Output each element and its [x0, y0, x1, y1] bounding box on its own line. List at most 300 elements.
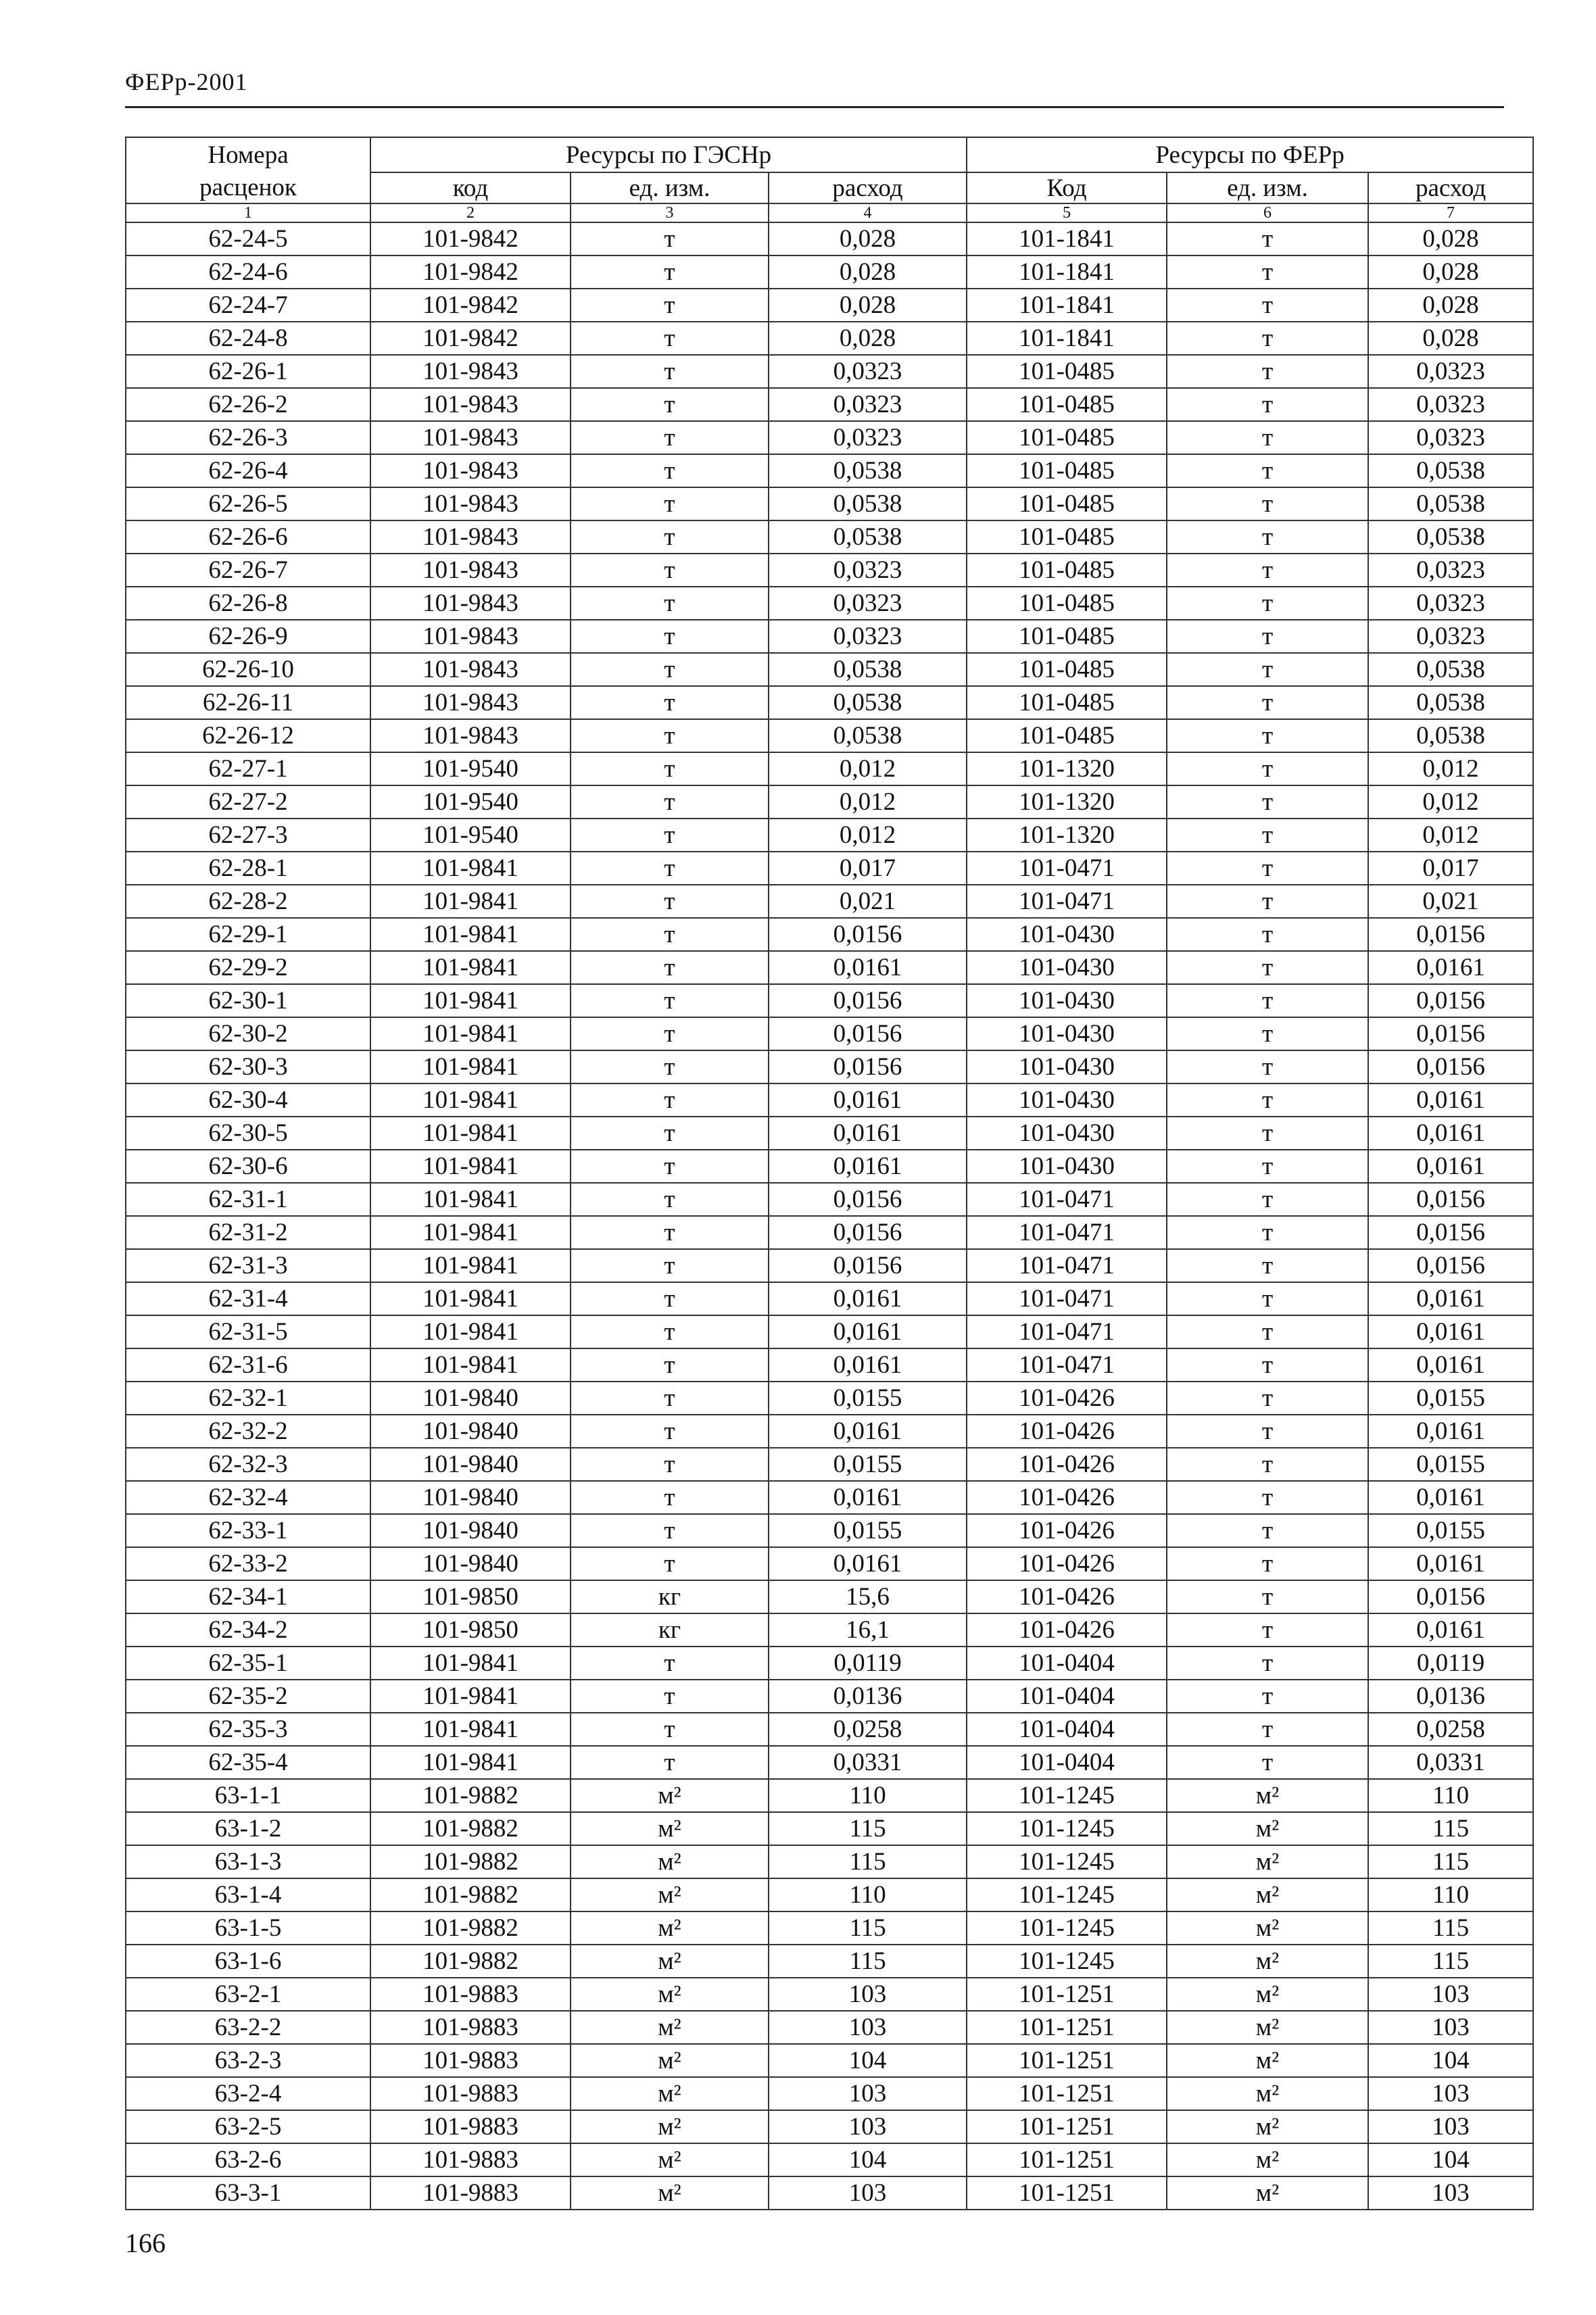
rate-number-cell: 63-2-4 [126, 2077, 370, 2110]
ferr-unit-cell: т [1167, 1249, 1368, 1282]
ferr-qty-cell: 115 [1368, 1845, 1533, 1878]
ferr-qty-cell: 0,0161 [1368, 1315, 1533, 1348]
gesn-unit-cell: м² [571, 1878, 769, 1911]
gesn-unit-cell: т [571, 454, 769, 487]
ferr-code-cell: 101-0430 [967, 984, 1167, 1017]
ferr-qty-cell: 115 [1368, 1945, 1533, 1978]
ferr-qty-cell: 0,028 [1368, 222, 1533, 255]
gesn-code-cell: 101-9840 [370, 1514, 571, 1547]
gesn-qty-cell: 0,017 [769, 852, 967, 885]
gesn-qty-cell: 0,012 [769, 819, 967, 852]
gesn-unit-cell: м² [571, 2011, 769, 2044]
gesn-qty-cell: 115 [769, 1845, 967, 1878]
rate-number-cell: 63-3-1 [126, 2176, 370, 2210]
gesn-unit-cell: т [571, 587, 769, 620]
gesn-code-cell: 101-9882 [370, 1911, 571, 1945]
ferr-qty-cell: 0,0331 [1368, 1746, 1533, 1779]
ferr-code-cell: 101-0485 [967, 421, 1167, 454]
table-row [126, 2110, 1533, 2143]
ferr-unit-cell: м² [1167, 1945, 1368, 1978]
column-number: 4 [769, 203, 967, 222]
gesn-unit-cell: т [571, 1249, 769, 1282]
table-row [126, 1083, 1533, 1117]
gesn-code-cell: 101-9841 [370, 1083, 571, 1117]
ferr-unit-cell: т [1167, 1448, 1368, 1481]
rate-number-cell: 62-26-3 [126, 421, 370, 454]
gesn-unit-cell: т [571, 554, 769, 587]
gesn-qty-cell: 0,0156 [769, 1216, 967, 1249]
gesn-unit-cell: т [571, 1647, 769, 1680]
gesn-unit-cell: т [571, 1481, 769, 1514]
gesn-unit-cell: т [571, 918, 769, 951]
gesn-qty-cell: 0,0156 [769, 1050, 967, 1083]
rate-number-cell: 62-30-2 [126, 1017, 370, 1050]
gesn-qty-cell: 0,0161 [769, 1348, 967, 1382]
gesn-code-cell: 101-9841 [370, 918, 571, 951]
ferr-code-header: Код [967, 172, 1167, 203]
gesn-unit-cell: м² [571, 2077, 769, 2110]
rate-number-cell: 62-35-1 [126, 1647, 370, 1680]
gesn-code-cell: 101-9882 [370, 1812, 571, 1845]
gesn-qty-cell: 103 [769, 2176, 967, 2210]
ferr-unit-cell: м² [1167, 2077, 1368, 2110]
table-row [126, 554, 1533, 587]
ferr-unit-cell: т [1167, 222, 1368, 255]
table-row [126, 1878, 1533, 1911]
gesn-qty-cell: 15,6 [769, 1580, 967, 1613]
gesn-code-cell: 101-9840 [370, 1547, 571, 1580]
gesn-qty-cell: 0,0156 [769, 918, 967, 951]
table-row [126, 1779, 1533, 1812]
ferr-code-cell: 101-0426 [967, 1514, 1167, 1547]
gesn-qty-cell: 0,0538 [769, 487, 967, 520]
ferr-unit-cell: т [1167, 819, 1368, 852]
gesn-qty-cell: 0,0119 [769, 1647, 967, 1680]
ferr-code-cell: 101-1841 [967, 289, 1167, 322]
ferr-unit-cell: т [1167, 852, 1368, 885]
rate-number-cell: 62-32-2 [126, 1415, 370, 1448]
ferr-code-cell: 101-0485 [967, 554, 1167, 587]
rate-number-cell: 62-26-7 [126, 554, 370, 587]
ferr-unit-cell: м² [1167, 1978, 1368, 2011]
table-row [126, 1150, 1533, 1183]
column-number: 7 [1368, 203, 1533, 222]
rate-number-cell: 62-34-1 [126, 1580, 370, 1613]
ferr-code-cell: 101-0430 [967, 1083, 1167, 1117]
gesn-unit-cell: м² [571, 2143, 769, 2176]
ferr-qty-cell: 103 [1368, 2110, 1533, 2143]
ferr-qty-cell: 0,0323 [1368, 587, 1533, 620]
ferr-code-cell: 101-1251 [967, 2011, 1167, 2044]
gesn-code-cell: 101-9841 [370, 1150, 571, 1183]
ferr-unit-cell: т [1167, 1348, 1368, 1382]
gesn-qty-cell: 0,0136 [769, 1680, 967, 1713]
ferr-unit-cell: т [1167, 1282, 1368, 1315]
rate-number-cell: 62-24-6 [126, 255, 370, 289]
gesn-unit-cell: т [571, 421, 769, 454]
ferr-code-cell: 101-0404 [967, 1647, 1167, 1680]
table-row [126, 2077, 1533, 2110]
gesn-qty-cell: 0,0538 [769, 653, 967, 686]
gesn-code-cell: 101-9842 [370, 255, 571, 289]
resources-table [125, 137, 1534, 2210]
rate-number-cell: 62-27-1 [126, 752, 370, 785]
ferr-code-cell: 101-0430 [967, 1050, 1167, 1083]
gesn-code-cell: 101-9540 [370, 785, 571, 819]
ferr-code-cell: 101-0471 [967, 1183, 1167, 1216]
gesn-qty-cell: 0,0156 [769, 1249, 967, 1282]
ferr-qty-cell: 103 [1368, 1978, 1533, 2011]
table-row [126, 918, 1533, 951]
gesn-qty-cell: 0,0538 [769, 520, 967, 554]
table-row [126, 785, 1533, 819]
table-row [126, 1117, 1533, 1150]
ferr-qty-cell: 0,0161 [1368, 1415, 1533, 1448]
table-row [126, 1017, 1533, 1050]
table-row [126, 1647, 1533, 1680]
table-row [126, 1613, 1533, 1647]
rate-number-cell: 62-26-6 [126, 520, 370, 554]
gesn-qty-cell: 0,0155 [769, 1382, 967, 1415]
ferr-qty-cell: 0,0161 [1368, 1613, 1533, 1647]
rate-number-cell: 62-26-4 [126, 454, 370, 487]
table-body [126, 222, 1533, 2210]
table-row [126, 1746, 1533, 1779]
ferr-unit-cell: т [1167, 885, 1368, 918]
ferr-code-cell: 101-0485 [967, 487, 1167, 520]
ferr-qty-cell: 0,0136 [1368, 1680, 1533, 1713]
ferr-code-cell: 101-1841 [967, 322, 1167, 355]
column-number: 1 [126, 203, 370, 222]
table-row [126, 1713, 1533, 1746]
ferr-qty-cell: 0,0538 [1368, 686, 1533, 719]
gesn-code-cell: 101-9883 [370, 2044, 571, 2077]
gesn-code-cell: 101-9841 [370, 1216, 571, 1249]
ferr-unit-cell: т [1167, 918, 1368, 951]
table-row [126, 322, 1533, 355]
ferr-unit-cell: т [1167, 686, 1368, 719]
rate-number-cell: 63-1-2 [126, 1812, 370, 1845]
ferr-qty-cell: 0,0323 [1368, 355, 1533, 388]
rate-number-cell: 62-30-6 [126, 1150, 370, 1183]
table-row [126, 487, 1533, 520]
ferr-unit-cell: т [1167, 785, 1368, 819]
rate-number-cell: 62-35-2 [126, 1680, 370, 1713]
table-row [126, 454, 1533, 487]
gesn-qty-cell: 0,012 [769, 785, 967, 819]
ferr-unit-cell: т [1167, 554, 1368, 587]
ferr-group-header: Ресурсы по ФЕРр [967, 137, 1533, 172]
table-row [126, 719, 1533, 752]
gesn-code-cell: 101-9882 [370, 1779, 571, 1812]
rate-number-cell: 62-31-4 [126, 1282, 370, 1315]
rate-number-cell: 63-1-1 [126, 1779, 370, 1812]
table-row [126, 1547, 1533, 1580]
gesn-qty-cell: 0,0161 [769, 1083, 967, 1117]
rate-number-cell: 62-35-4 [126, 1746, 370, 1779]
gesn-unit-cell: т [571, 1315, 769, 1348]
column-number: 3 [571, 203, 769, 222]
gesn-qty-cell: 0,0323 [769, 355, 967, 388]
ferr-qty-cell: 110 [1368, 1878, 1533, 1911]
rate-number-cell: 62-33-2 [126, 1547, 370, 1580]
gesn-unit-cell: т [571, 1547, 769, 1580]
ferr-code-cell: 101-0485 [967, 620, 1167, 653]
gesn-code-cell: 101-9843 [370, 388, 571, 421]
ferr-unit-cell: т [1167, 454, 1368, 487]
table-row [126, 222, 1533, 255]
ferr-qty-cell: 0,0538 [1368, 653, 1533, 686]
ferr-code-cell: 101-0471 [967, 1282, 1167, 1315]
gesn-unit-cell: т [571, 1514, 769, 1547]
gesn-qty-cell: 103 [769, 2110, 967, 2143]
gesn-code-cell: 101-9841 [370, 951, 571, 984]
gesn-unit-cell: т [571, 1382, 769, 1415]
gesn-code-cell: 101-9883 [370, 2011, 571, 2044]
gesn-code-cell: 101-9850 [370, 1580, 571, 1613]
ferr-unit-cell: м² [1167, 1812, 1368, 1845]
rate-number-cell: 62-26-12 [126, 719, 370, 752]
table-row [126, 1348, 1533, 1382]
gesn-qty-cell: 0,012 [769, 752, 967, 785]
ferr-unit-cell: т [1167, 421, 1368, 454]
table-row [126, 1050, 1533, 1083]
gesn-code-cell: 101-9842 [370, 289, 571, 322]
ferr-code-cell: 101-0430 [967, 1150, 1167, 1183]
column-number: 5 [967, 203, 1167, 222]
gesn-unit-cell: т [571, 487, 769, 520]
ferr-qty-cell: 0,012 [1368, 819, 1533, 852]
gesn-code-cell: 101-9841 [370, 1017, 571, 1050]
ferr-qty-cell: 0,0538 [1368, 719, 1533, 752]
ferr-unit-cell: т [1167, 1050, 1368, 1083]
ferr-code-cell: 101-1251 [967, 2143, 1167, 2176]
ferr-qty-cell: 0,017 [1368, 852, 1533, 885]
gesn-qty-cell: 0,0155 [769, 1448, 967, 1481]
ferr-code-cell: 101-0485 [967, 686, 1167, 719]
ferr-unit-cell: м² [1167, 2176, 1368, 2210]
rate-number-cell: 62-27-2 [126, 785, 370, 819]
ferr-code-cell: 101-1251 [967, 2110, 1167, 2143]
ferr-unit-cell: т [1167, 487, 1368, 520]
gesn-unit-cell: т [571, 1216, 769, 1249]
gesn-qty-cell: 0,028 [769, 289, 967, 322]
table-row [126, 421, 1533, 454]
ferr-unit-cell: т [1167, 1415, 1368, 1448]
rate-number-cell: 62-30-3 [126, 1050, 370, 1083]
ferr-code-cell: 101-1251 [967, 2077, 1167, 2110]
gesn-qty-cell: 110 [769, 1779, 967, 1812]
gesn-qty-cell: 104 [769, 2044, 967, 2077]
ferr-code-cell: 101-0485 [967, 355, 1167, 388]
ferr-code-cell: 101-0430 [967, 951, 1167, 984]
rates-header-line2: расценок [126, 172, 370, 203]
gesn-qty-cell: 0,0323 [769, 388, 967, 421]
gesn-qty-cell: 103 [769, 1978, 967, 2011]
ferr-code-cell: 101-0471 [967, 1348, 1167, 1382]
table-row [126, 653, 1533, 686]
ferr-unit-cell: т [1167, 520, 1368, 554]
rate-number-cell: 62-32-1 [126, 1382, 370, 1415]
ferr-qty-cell: 0,0161 [1368, 1481, 1533, 1514]
ferr-code-cell: 101-1841 [967, 222, 1167, 255]
ferr-unit-cell: м² [1167, 1878, 1368, 1911]
ferr-unit-cell: м² [1167, 2110, 1368, 2143]
gesn-code-header: код [370, 172, 571, 203]
rate-number-cell: 62-24-7 [126, 289, 370, 322]
ferr-unit-cell: т [1167, 1017, 1368, 1050]
gesn-unit-cell: м² [571, 1845, 769, 1878]
gesn-qty-cell: 0,0161 [769, 1282, 967, 1315]
gesn-qty-cell: 104 [769, 2143, 967, 2176]
rate-number-cell: 62-34-2 [126, 1613, 370, 1647]
gesn-unit-cell: т [571, 1282, 769, 1315]
gesn-code-cell: 101-9843 [370, 620, 571, 653]
table-row [126, 1812, 1533, 1845]
ferr-unit-cell: м² [1167, 2011, 1368, 2044]
ferr-unit-cell: т [1167, 653, 1368, 686]
ferr-qty-cell: 0,0323 [1368, 620, 1533, 653]
ferr-code-cell: 101-0471 [967, 885, 1167, 918]
ferr-unit-cell: т [1167, 752, 1368, 785]
gesn-code-cell: 101-9841 [370, 1680, 571, 1713]
gesn-unit-cell: т [571, 951, 769, 984]
rate-number-cell: 62-35-3 [126, 1713, 370, 1746]
gesn-unit-cell: м² [571, 1945, 769, 1978]
ferr-unit-cell: т [1167, 1117, 1368, 1150]
ferr-unit-cell: м² [1167, 2143, 1368, 2176]
gesn-code-cell: 101-9840 [370, 1415, 571, 1448]
ferr-qty-cell: 0,0161 [1368, 1547, 1533, 1580]
ferr-unit-cell: т [1167, 388, 1368, 421]
gesn-unit-cell: м² [571, 2044, 769, 2077]
ferr-qty-cell: 0,0161 [1368, 1348, 1533, 1382]
ferr-code-cell: 101-1320 [967, 752, 1167, 785]
rate-number-cell: 62-31-6 [126, 1348, 370, 1382]
ferr-qty-cell: 0,0156 [1368, 1580, 1533, 1613]
gesn-code-cell: 101-9842 [370, 222, 571, 255]
gesn-code-cell: 101-9540 [370, 819, 571, 852]
table-row [126, 587, 1533, 620]
ferr-code-cell: 101-1245 [967, 1911, 1167, 1945]
page-header: ФЕРр-2001 [125, 68, 248, 95]
ferr-code-cell: 101-0485 [967, 388, 1167, 421]
gesn-unit-cell: кг [571, 1613, 769, 1647]
gesn-qty-cell: 0,0161 [769, 1547, 967, 1580]
ferr-qty-cell: 0,0161 [1368, 1282, 1533, 1315]
rate-number-cell: 62-30-4 [126, 1083, 370, 1117]
rate-number-cell: 62-31-2 [126, 1216, 370, 1249]
table-row [126, 1680, 1533, 1713]
ferr-code-cell: 101-0426 [967, 1580, 1167, 1613]
column-number: 2 [370, 203, 571, 222]
rate-number-cell: 62-32-4 [126, 1481, 370, 1514]
gesn-unit-cell: т [571, 653, 769, 686]
table-row [126, 951, 1533, 984]
gesn-unit-cell: т [571, 222, 769, 255]
table-row [126, 819, 1533, 852]
ferr-code-cell: 101-0426 [967, 1448, 1167, 1481]
ferr-qty-cell: 115 [1368, 1812, 1533, 1845]
gesn-code-cell: 101-9841 [370, 1249, 571, 1282]
gesn-code-cell: 101-9883 [370, 2143, 571, 2176]
gesn-unit-cell: т [571, 686, 769, 719]
gesn-code-cell: 101-9841 [370, 852, 571, 885]
gesn-qty-cell: 0,028 [769, 222, 967, 255]
gesn-unit-cell: кг [571, 1580, 769, 1613]
ferr-code-cell: 101-0426 [967, 1547, 1167, 1580]
gesn-code-cell: 101-9840 [370, 1382, 571, 1415]
gesn-unit-cell: м² [571, 1978, 769, 2011]
table-row [126, 885, 1533, 918]
gesn-code-cell: 101-9841 [370, 1315, 571, 1348]
gesn-qty-cell: 0,0323 [769, 587, 967, 620]
gesn-code-cell: 101-9841 [370, 1746, 571, 1779]
ferr-qty-cell: 115 [1368, 1911, 1533, 1945]
rate-number-cell: 63-1-6 [126, 1945, 370, 1978]
ferr-unit-cell: т [1167, 1580, 1368, 1613]
ferr-qty-cell: 0,012 [1368, 785, 1533, 819]
gesn-qty-cell: 0,0161 [769, 951, 967, 984]
table-row [126, 1481, 1533, 1514]
gesn-code-cell: 101-9883 [370, 1978, 571, 2011]
gesn-qty-cell: 0,0538 [769, 719, 967, 752]
gesn-unit-cell: т [571, 1348, 769, 1382]
ferr-code-cell: 101-0485 [967, 719, 1167, 752]
ferr-qty-cell: 0,0156 [1368, 1050, 1533, 1083]
table-row [126, 1282, 1533, 1315]
gesn-unit-cell: т [571, 819, 769, 852]
ferr-unit-cell: т [1167, 1746, 1368, 1779]
ferr-unit-header: ед. изм. [1167, 172, 1368, 203]
gesn-unit-cell: т [571, 885, 769, 918]
gesn-code-cell: 101-9883 [370, 2110, 571, 2143]
gesn-unit-cell: т [571, 355, 769, 388]
ferr-code-cell: 101-0404 [967, 1746, 1167, 1779]
ferr-code-cell: 101-1251 [967, 2176, 1167, 2210]
ferr-qty-cell: 0,0156 [1368, 984, 1533, 1017]
rate-number-cell: 63-1-4 [126, 1878, 370, 1911]
ferr-unit-cell: т [1167, 1547, 1368, 1580]
ferr-qty-cell: 0,0156 [1368, 1216, 1533, 1249]
table-row [126, 1911, 1533, 1945]
gesn-unit-cell: т [571, 1448, 769, 1481]
rate-number-cell: 63-2-5 [126, 2110, 370, 2143]
rate-number-cell: 62-31-1 [126, 1183, 370, 1216]
ferr-unit-cell: т [1167, 289, 1368, 322]
gesn-code-cell: 101-9841 [370, 885, 571, 918]
ferr-code-cell: 101-0471 [967, 1216, 1167, 1249]
ferr-code-cell: 101-0430 [967, 1017, 1167, 1050]
gesn-qty-cell: 0,0161 [769, 1117, 967, 1150]
gesn-qty-cell: 103 [769, 2077, 967, 2110]
gesn-code-cell: 101-9841 [370, 1117, 571, 1150]
table-row [126, 752, 1533, 785]
table-row [126, 2143, 1533, 2176]
gesn-unit-cell: т [571, 984, 769, 1017]
gesn-qty-cell: 0,0156 [769, 1017, 967, 1050]
ferr-qty-cell: 0,0538 [1368, 520, 1533, 554]
ferr-unit-cell: т [1167, 587, 1368, 620]
rate-number-cell: 62-24-5 [126, 222, 370, 255]
ferr-unit-cell: т [1167, 1481, 1368, 1514]
ferr-code-cell: 101-1245 [967, 1779, 1167, 1812]
gesn-unit-cell: т [571, 620, 769, 653]
rate-number-cell: 62-29-1 [126, 918, 370, 951]
ferr-qty-cell: 0,028 [1368, 322, 1533, 355]
ferr-code-cell: 101-1245 [967, 1878, 1167, 1911]
gesn-code-cell: 101-9843 [370, 454, 571, 487]
